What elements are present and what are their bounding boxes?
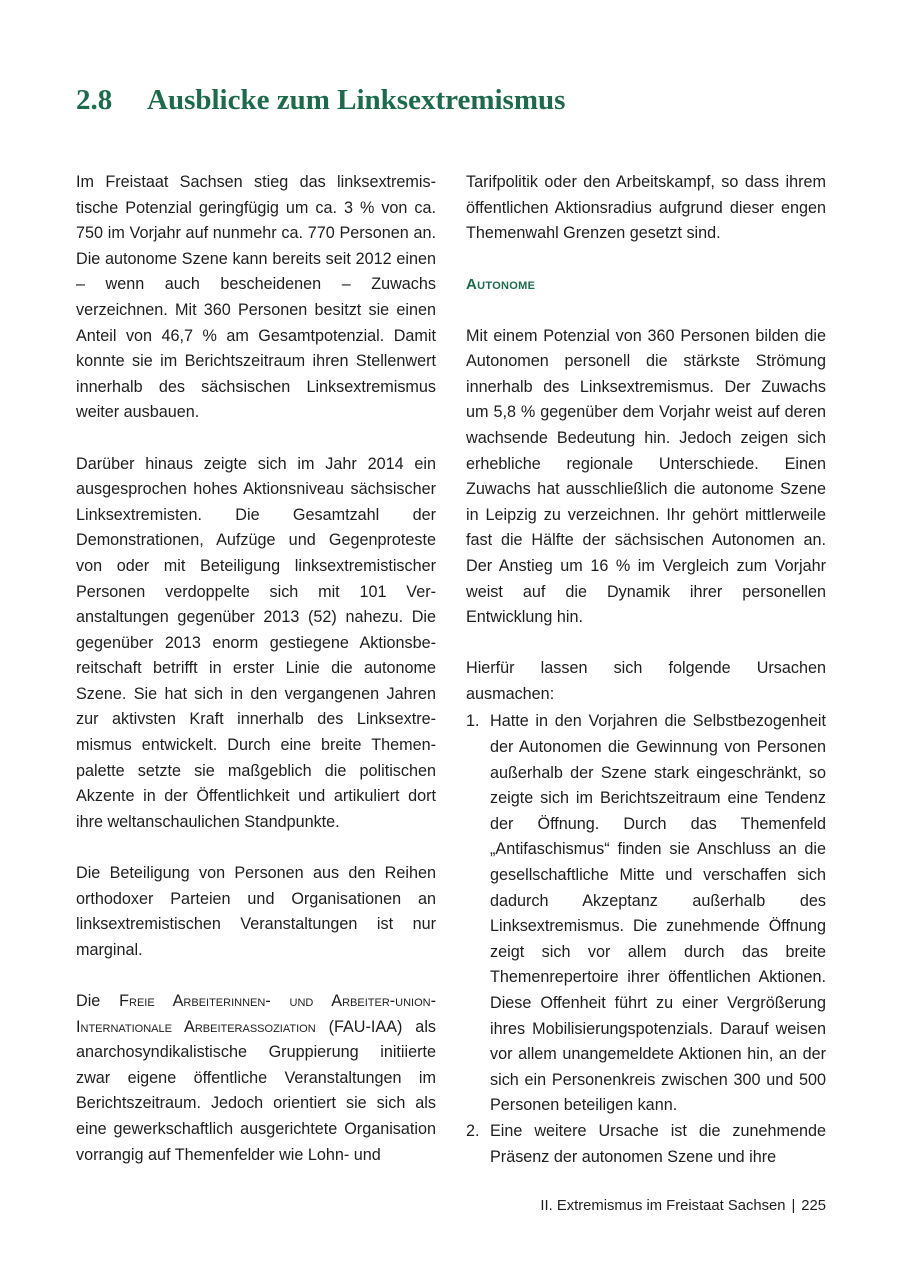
subheading-autonome: Autonome (466, 276, 536, 294)
left-column (76, 170, 436, 1194)
list-item (466, 1119, 826, 1170)
list-marker: 1. (466, 712, 480, 731)
paragraph-action-level: Darüber hinaus zeigte sich im Jahr 2014 ein ausgesprochen hohes Aktionsniveau sächsischer Linksextremisten. Die Gesamtzahl der Demonstrationen, Aufzüge und Gegenproteste von oder mit Beteiligung linksextremistischer Personen verdoppelte sich mit 101 Veranstaltungen gegenüber 2013 (52) nahezu. Die gegenüber 2013 enorm gestiegene Aktionsbereitschaft betrifft in erster Linie die autonome Szene. Sie hat sich in den vergangenen Jahren zur aktivsten Kraft innerhalb des Linksextremismus entwickelt. Durch eine breite Themenpalette setzte sie maßgeblich die politischen Akzente in der Öffentlichkeit und artikuliert dort ihre weltanschaulichen Standpunkte. (76, 454, 436, 831)
section-title: Ausblicke zum Linksextremismus (147, 84, 566, 116)
paragraph-autonome: Mit einem Potenzial von 360 Personen bilden die Autonomen personell die stärkste Strömung innerhalb des Linksextremismus. Der Zuwachs um 5,8 % gegenüber dem Vorjahr weist auf deren wachsende Bedeutung hin. Jedoch zeigen sich erhebliche regionale Unterschiede. Einen Zuwachs hat ausschließlich die autonome Szene in Leipzig zu verzeichnen. Ihr gehört mittlerweile fast die Hälfte der sächsischen Autonomen an. Der Anstieg um 16 % im Vergleich zum Vorjahr weist auf die Dynamik ihrer personellen Entwicklung hin. (466, 326, 826, 627)
section-heading (76, 84, 565, 117)
paragraph-continuation: Tarifpolitik oder den Arbeitskampf, so dass ihrem öffentlichen Aktionsradius aufgrund dieser engen Themenwahl Grenzen gesetzt sind. (466, 173, 826, 243)
paragraph-potential: Im Freistaat Sachsen stieg das linksextremistische Potenzial geringfügig um ca. 3 % von ca. 750 im Vorjahr auf nunmehr ca. 770 Personen an. Die autonome Szene kann bereits seit 2012 einen – wenn auch bescheidenen – Zuwachs verzeichnen. Mit 360 Personen besitzt sie einen Anteil von 46,7 % am Gesamtpotenzial. Damit konnte sie im Berichtszeitraum ihren Stellenwert innerhalb des sächsischen Linksextremismus weiter ausbauen. (76, 173, 436, 422)
footer-separator: | (791, 1198, 796, 1214)
page-number: 225 (801, 1198, 826, 1214)
right-column (466, 170, 826, 1170)
organization-name: Freie Arbeiterinnen- und Arbeiter-union-Internationale Arbeiterassoziation (76, 992, 436, 1036)
list-marker: 2. (466, 1121, 480, 1140)
list-item-text: Hatte in den Vorjahren die Selbstbezogenheit der Autonomen die Gewinnung von Personen außerhalb der Szene stark eingeschränkt, so zeigte sich im Berichtszeitraum eine Tendenz der Öffnung. Durch das Themenfeld „Antifaschismus“ finden sie Anschluss an die gesellschaftliche Mitte und verschaffen sich dadurch Akzeptanz außerhalb des Linksextremismus. Die zunehmende Öffnung zeigt sich vor allem durch das breite Themenrepertoire ihrer öffentlichen Aktionen. Diese Offenheit führt zu einer Vergrößerung ihres Mobilisierungspotenzials. Darauf weisen vor allem unangemeldete Aktionen hin, an der sich ein Personenkreis zwischen 300 und 500 Personen beteiligen kann. (490, 712, 826, 1115)
paragraph-orthodox-parties: Die Beteiligung von Personen aus den Reihen orthodoxer Parteien und Organisationen an linksextremistischen Veranstaltungen ist nur marginal. (76, 864, 436, 959)
running-footer-title: II. Extremismus im Freistaat Sachsen (540, 1198, 786, 1214)
page-footer (540, 1198, 826, 1214)
paragraph-fau-iaa: Die Freie Arbeiterinnen- und Arbeiter-union-Internationale Arbeiterassoziation (FAU-IAA) als anarchosyndikalistische Gruppierung initiierte zwar eigene öffentliche Veranstaltungen im Berichtszeitraum. Jedoch orientiert sie sich als eine gewerkschaftlich ausgerichtete Organisation vorrangig auf Themenfelder wie Lohn- und (76, 992, 437, 1164)
section-number: 2.8 (76, 84, 113, 116)
list-item (466, 709, 826, 1119)
causes-list (466, 709, 826, 1170)
paragraph-causes-intro: Hierfür lassen sich folgende Ursachen ausmachen: (466, 659, 826, 703)
list-item-text: Eine weitere Ursache ist die zunehmende Präsenz der autonomen Szene und ihre (490, 1121, 826, 1166)
